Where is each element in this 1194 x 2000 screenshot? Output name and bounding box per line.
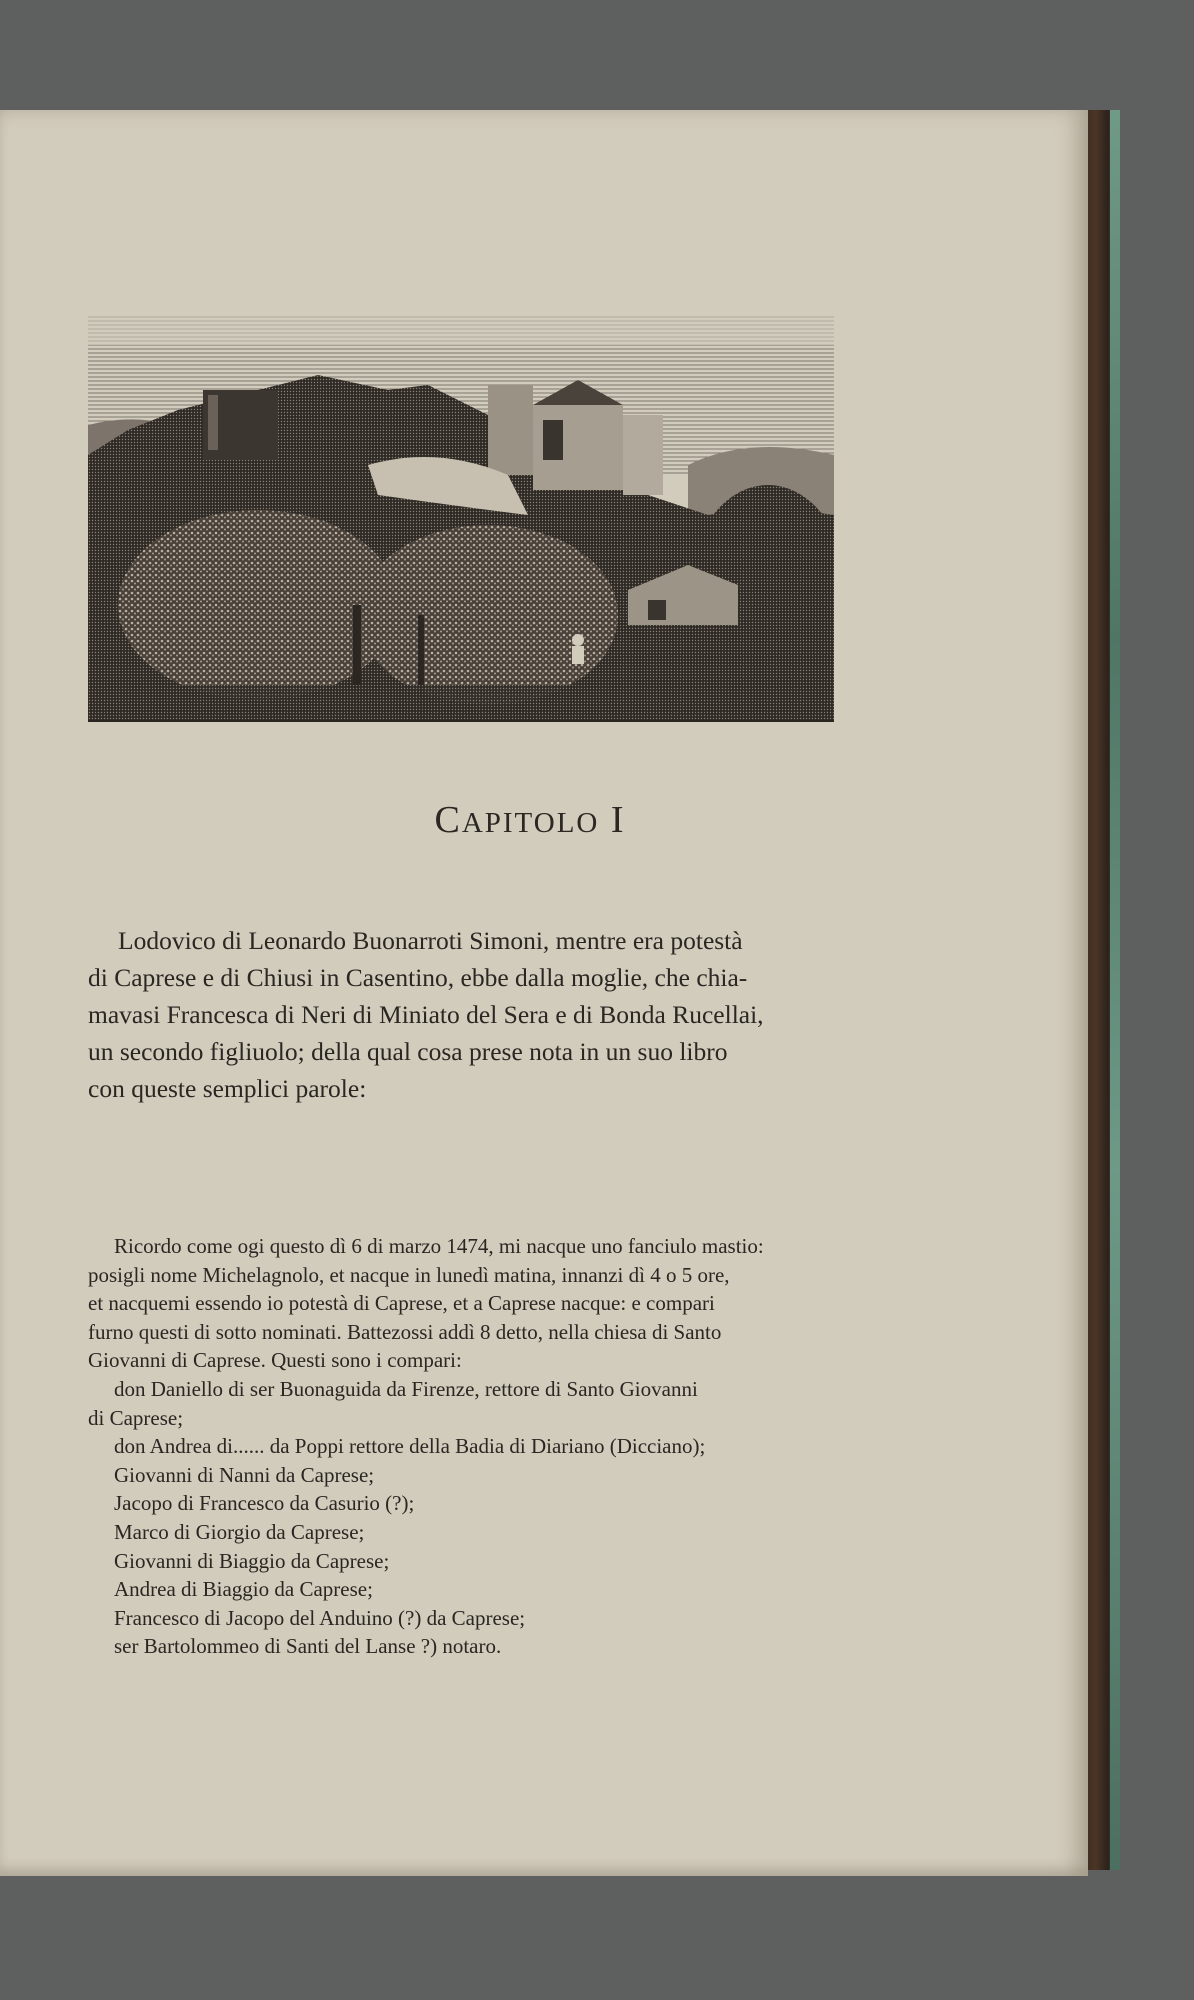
opening-paragraph xyxy=(88,922,840,1107)
quote-line: di Caprese; xyxy=(88,1405,184,1430)
book-page xyxy=(0,110,1088,1876)
chapter-title xyxy=(0,798,1060,842)
quote-line: Francesco di Jacopo del Anduino (?) da Caprese; xyxy=(114,1605,526,1630)
quote-line: furno questi di sotto nominati. Battezossi addì 8 detto, nella chiesa di Santo xyxy=(88,1319,722,1344)
quote-line: Giovanni di Nanni da Caprese; xyxy=(114,1462,375,1487)
birth-record-quote xyxy=(88,1232,840,1661)
landscape-engraving-icon xyxy=(88,315,834,722)
paragraph-line: con queste semplici parole: xyxy=(88,1074,367,1103)
quote-line: Jacopo di Francesco da Casurio (?); xyxy=(114,1491,415,1516)
quote-line: et nacquemi essendo io potestà di Caprese, et a Caprese nacque: e compari xyxy=(88,1291,715,1316)
chapter-title-rest: APITOLO xyxy=(461,807,600,839)
paragraph-line: un secondo figliuolo; della qual cosa prese nota in un suo libro xyxy=(88,1037,728,1066)
paragraph-line: di Caprese e di Chiusi in Casentino, ebbe dalla moglie, che chia- xyxy=(88,963,748,992)
chapter-numeral: I xyxy=(610,799,626,841)
quote-line: Ricordo come ogi questo dì 6 di marzo 1474, mi nacque uno fanciulo mastio: xyxy=(114,1234,764,1258)
quote-line: Andrea di Biaggio da Caprese; xyxy=(114,1577,373,1602)
quote-line: Giovanni di Biaggio da Caprese; xyxy=(114,1548,390,1573)
quote-line: don Andrea di...... da Poppi rettore della Badia di Diariano (Dicciano); xyxy=(114,1434,706,1459)
quote-line: Giovanni di Caprese. Questi sono i compari: xyxy=(88,1348,462,1373)
paragraph-line: Lodovico di Leonardo Buonarroti Simoni, mentre era potestà xyxy=(118,926,743,955)
quote-line: ser Bartolommeo di Santi del Lanse ?) notaro. xyxy=(114,1634,502,1659)
quote-line: posigli nome Michelagnolo, et nacque in lunedì matina, innanzi dì 4 o 5 ore, xyxy=(88,1262,730,1287)
quote-line: don Daniello di ser Buonaguida da Firenze, rettore di Santo Giovanni xyxy=(114,1376,698,1401)
chapter-title-initial: C xyxy=(434,799,462,841)
paragraph-line: mavasi Francesca di Neri di Miniato del Sera e di Bonda Rucellai, xyxy=(88,1000,764,1029)
quote-line: Marco di Giorgio da Caprese; xyxy=(114,1519,365,1544)
